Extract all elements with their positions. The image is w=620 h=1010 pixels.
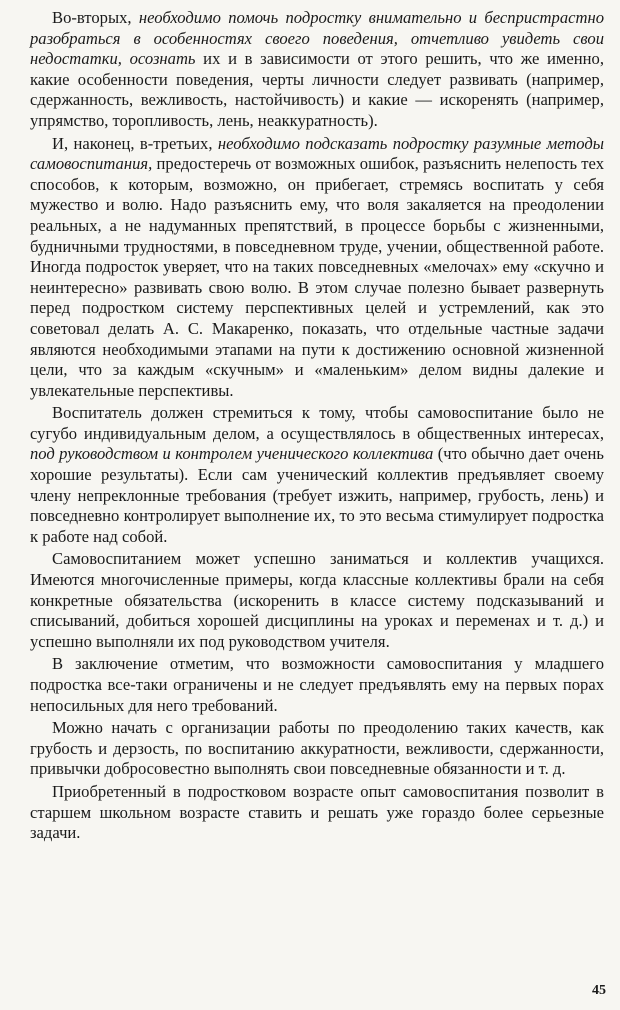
paragraph-7 (30, 782, 604, 844)
text-run: предостеречь от возможных ошибок, разъяснить нелепость тех способов, к которым, возможно, он прибегает, стремясь воспитать у себя мужество и волю. Надо разъяснить ему, что воля закаляется на преодолении реальных, а не надуманных препятствий, в процессе борьбы с жизненными, будничными трудностями, в повседневном труде, учении, общественной работе. Иногда подросток уверяет, что на таких повседневных «мелочах» ему «скучно и неинтересно» развивать свою волю. В этом случае полезно бывает развернуть перед подростком систему перспективных целей и устремлений, как это советовал делать А. С. Макаренко, показать, что отдельные частные задачи являются необходимыми этапами на пути к достижению основной жизненной цели, что за каждым «скучным» и «маленьким» делом видны далекие и увлекательные перспективы. (30, 154, 604, 400)
emphasis-run: необходимо помочь подростку внимательно и беспристрастно разобраться в особенностях своего поведения, отчетливо увидеть свои недостатки, осознать (30, 8, 604, 69)
paragraph-3 (30, 403, 604, 547)
text-run: их и в зависимости от этого решить, что же именно, какие особенности поведения, черты личности следует развивать (например, сдержанность, вежливость, настойчивость) и какие — искоренять (например, упрямство, торопливость, лень, неаккуратность). (30, 49, 604, 130)
paragraph-6 (30, 718, 604, 780)
emphasis-run: под руководством и контролем ученического коллектива (30, 444, 434, 464)
paragraph-1 (30, 8, 604, 132)
paragraph-5 (30, 654, 604, 716)
text-run: Во-вторых, (52, 8, 139, 27)
emphasis-run: необходимо подсказать подростку разумные методы самовоспитания, (30, 133, 604, 174)
text-run: И, наконец, в-третьих, (52, 133, 218, 153)
page-number: 45 (592, 983, 606, 998)
text-run: Воспитатель должен стремиться к тому, чтобы самовоспитание было не сугубо индивидуальным делом, а осуществлялось в общественных интересах, (30, 403, 604, 443)
paragraph-4 (30, 549, 604, 652)
text-run: Самовоспитанием может успешно заниматься и коллектив учащихся. Имеются многочисленные примеры, когда классные коллективы брали на себя конкретные обязательства (искоренить в классе систему подсказываний и списываний, добиться хорошей дисциплины на уроках и переменах и т. д.) и успешно выполняли их под руководством учителя. (30, 549, 604, 651)
text-run: (что обычно дает очень хорошие результаты). Если сам ученический коллектив предъявляет своему члену непреклонные требования (требует изжить, например, грубость, лень) и повседневно контролирует выполнение их, то это весьма стимулирует подростка к работе над собой. (30, 444, 604, 546)
text-run: Можно начать с организации работы по преодолению таких качеств, как грубость и дерзость, по воспитанию аккуратности, вежливости, сдержанности, привычки добросовестно выполнять свои повседневные обязанности и т. д. (30, 718, 604, 779)
text-run: Приобретенный в подростковом возрасте опыт самовоспитания позволит в старшем школьном возрасте ставить и решать уже гораздо более серьезные задачи. (30, 781, 604, 843)
text-run: В заключение отметим, что возможности самовоспитания у младшего подростка все-таки ограничены и не следует предъявлять ему на первых порах непосильных для него требований. (30, 654, 604, 715)
body-text (30, 8, 604, 846)
paragraph-2 (30, 134, 604, 402)
